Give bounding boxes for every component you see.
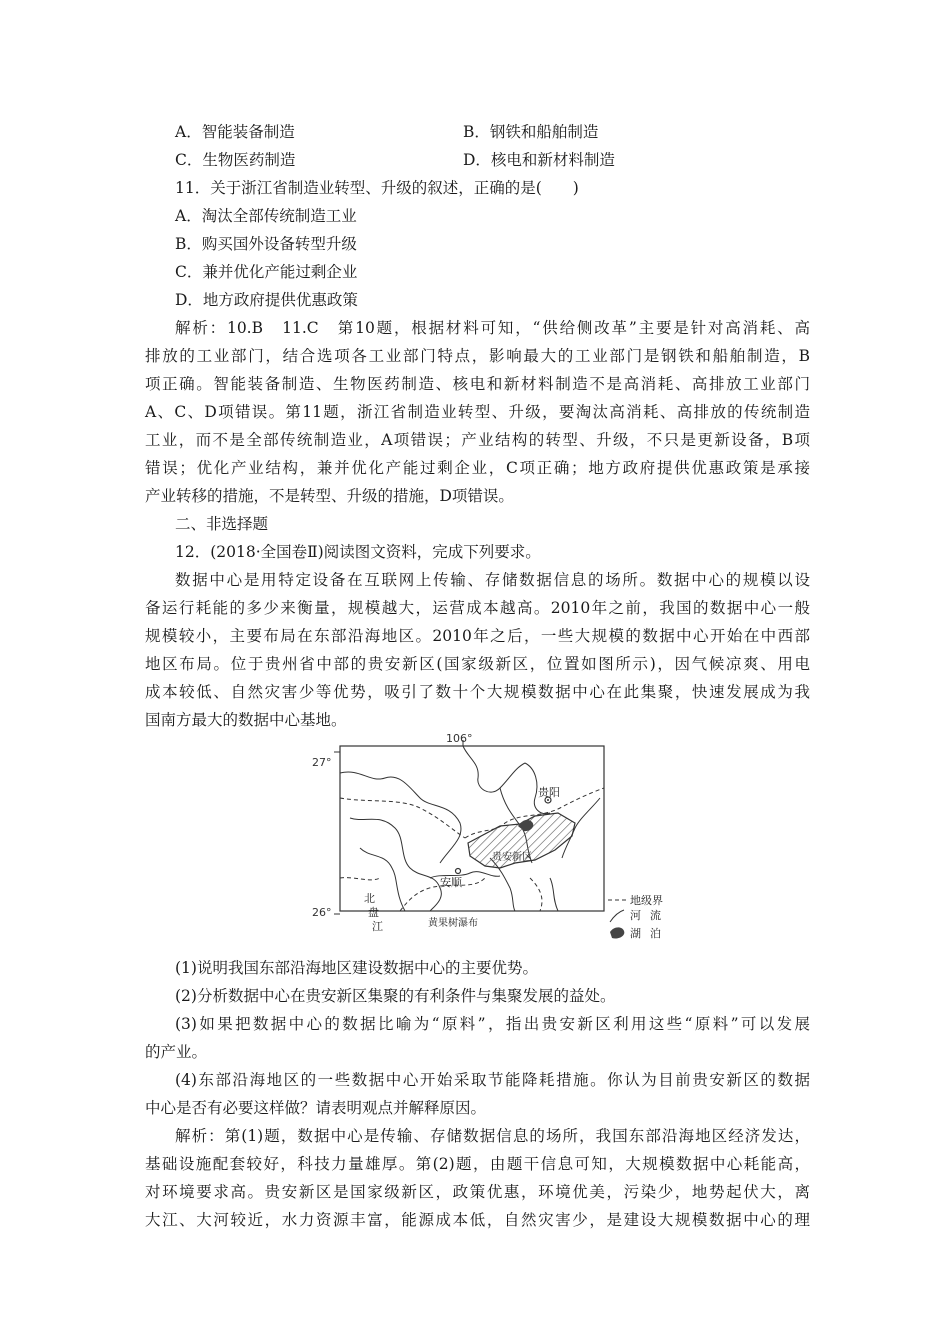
q11-option-d: D．地方政府提供优惠政策 (175, 291, 358, 309)
city-anshun: 安顺 (440, 876, 462, 889)
analysis1-line: 解析：10.B 11.C 第10题，根据材料可知，“供给侧改革”主要是针对高消耗、高 (175, 319, 810, 337)
q12-material-line: 备运行耗能的多少来衡量，规模越大，运营成本越高。2010年之前，我国的数据中心一般 (145, 599, 810, 617)
analysis2-line: 大江、大河较近，水力资源丰富，能源成本低，自然灾害少，是建设大规模数据中心的理 (145, 1211, 810, 1229)
q12-material-line: 规模较小，主要布局在东部沿海地区。2010年之后，一些大规模的数据中心开始在中西部 (145, 627, 810, 645)
q10-option-b: B．钢铁和船舶制造 (463, 123, 599, 141)
q12-material-line: 国南方最大的数据中心基地。 (145, 711, 347, 729)
analysis1-line: 产业转移的措施，不是转型、升级的措施，D项错误。 (145, 487, 514, 505)
waterfall-label: 黄果树瀑布 (428, 918, 478, 929)
q12-subquestion: 中心是否有必要这样做？请表明观点并解释原因。 (145, 1099, 487, 1117)
analysis1-line: A、C、D项错误。第11题，浙江省制造业转型、升级，要淘汰高消耗、高排放的传统制造 (145, 403, 810, 421)
analysis2-line: 解析：第(1)题，数据中心是传输、存储数据信息的场所，我国东部沿海地区经济发达， (175, 1127, 810, 1145)
q11-option-c: C．兼并优化产能过剩企业 (175, 263, 358, 281)
lon-label: 106° (446, 732, 473, 745)
legend-river-1: 河 (630, 909, 641, 922)
anshun-marker (456, 869, 461, 874)
q12-subquestion: 的产业。 (145, 1043, 208, 1061)
section-title: 二、非选择题 (175, 515, 269, 533)
q11-option-b: B．购买国外设备转型升级 (175, 235, 357, 253)
city-guiyang: 贵阳 (538, 786, 560, 799)
q11-stem: 11．关于浙江省制造业转型、升级的叙述，正确的是( ) (175, 179, 579, 197)
area-guian-label: 贵安新区 (492, 852, 532, 863)
river-pan: 盘 (368, 906, 379, 919)
legend-boundary: 地级界 (630, 894, 663, 907)
q12-material-line: 地区布局。位于贵州省中部的贵安新区(国家级新区，位置如图所示)，因气候凉爽、用电 (145, 655, 810, 673)
analysis2-line: 基础设施配套较好，科技力量雄厚。第(2)题，由题干信息可知，大规模数据中心耗能高， (145, 1155, 810, 1173)
q12-subquestion: (3)如果把数据中心的数据比喻为“原料”，指出贵安新区利用这些“原料”可以发展 (175, 1015, 810, 1033)
q12-subquestion: (1)说明我国东部沿海地区建设数据中心的主要优势。 (175, 959, 538, 977)
analysis1-line: 错误；优化产业结构，兼并优化产能过剩企业，C项正确；地方政府提供优惠政策是承接 (145, 459, 810, 477)
lat-bottom-label: 26° (312, 906, 332, 919)
analysis1-line: 项正确。智能装备制造、生物医药制造、核电和新材料制造不是高消耗、高排放工业部门 (145, 375, 810, 393)
river-bei: 北 (364, 892, 375, 905)
q10-option-c: C．生物医药制造 (175, 151, 296, 169)
q12-subquestion: (2)分析数据中心在贵安新区集聚的有利条件与集聚发展的益处。 (175, 987, 616, 1005)
map-svg (300, 728, 680, 948)
q11-option-a: A．淘汰全部传统制造工业 (175, 207, 357, 225)
guian-location-map (300, 728, 680, 948)
lat-top-label: 27° (312, 756, 332, 769)
q12-material-line: 数据中心是用特定设备在互联网上传输、存储数据信息的场所。数据中心的规模以设 (175, 571, 810, 589)
q10-option-a: A．智能装备制造 (175, 123, 295, 141)
q10-option-d: D．核电和新材料制造 (463, 151, 615, 169)
legend-lake-2: 泊 (650, 927, 661, 940)
q12-stem: 12．(2018·全国卷Ⅱ)阅读图文资料，完成下列要求。 (175, 543, 541, 561)
q12-subquestion: (4)东部沿海地区的一些数据中心开始采取节能降耗措施。你认为目前贵安新区的数据 (175, 1071, 810, 1089)
legend-lake-1: 湖 (630, 927, 641, 940)
river-jiang: 江 (372, 920, 383, 933)
legend-river-2: 流 (650, 909, 661, 922)
analysis1-line: 工业，而不是全部传统制造业，A项错误；产业结构的转型、升级，不只是更新设备，B项 (145, 431, 810, 449)
analysis1-line: 排放的工业部门，结合选项各工业部门特点，影响最大的工业部门是钢铁和船舶制造，B (145, 347, 810, 365)
q12-material-line: 成本较低、自然灾害少等优势，吸引了数十个大规模数据中心在此集聚，快速发展成为我 (145, 683, 810, 701)
analysis2-line: 对环境要求高。贵安新区是国家级新区，政策优惠，环境优美，污染少，地势起伏大，离 (145, 1183, 810, 1201)
